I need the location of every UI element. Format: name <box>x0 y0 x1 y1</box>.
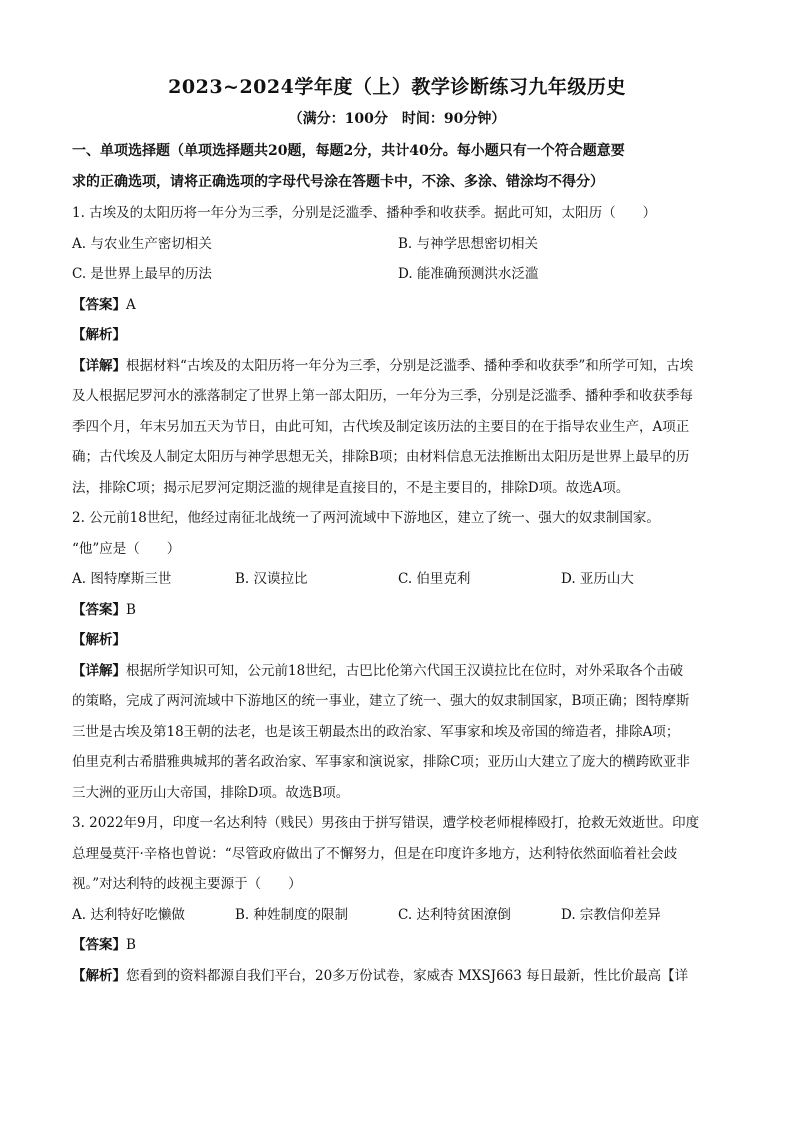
option-a: A. 达利特好吃懒做 <box>72 906 185 923</box>
option-d: D. 能准确预测洪水泛滥 <box>398 266 539 282</box>
option-c: C. 伯里克利 <box>398 571 471 587</box>
exam-content <box>72 136 724 991</box>
answer-tag: 【答案】 <box>72 937 126 953</box>
detail-line <box>72 656 724 687</box>
question-1 <box>72 198 724 503</box>
answer-value: B <box>126 937 136 953</box>
question-stem: 1. 古埃及的太阳历将一年分为三季，分别是泛滥季、播种季和收获季。据此可知，太阳历（ ） <box>72 205 657 221</box>
answer-line <box>72 595 724 626</box>
option-d: D. 亚历山大 <box>561 571 634 587</box>
section-heading-line-2: 求的正确选项，请将正确选项的字母代号涂在答题卡中，不涂、多涂、错涂均不得分） <box>72 174 604 190</box>
options-row <box>72 259 724 290</box>
detail-text: 根据所学知识可知，公元前18世纪，古巴比伦第六代国王汉谟拉比在位时，对外采取各个击破 <box>126 662 684 679</box>
detail-text: 三大洲的亚历山大帝国，排除D项。故选B项。 <box>72 784 350 801</box>
exam-info: （满分：100分 时间：90分钟） <box>288 111 506 127</box>
answer-tag: 【答案】 <box>72 296 126 313</box>
question-stem: 视。”对达利特的歧视主要源于（ ） <box>72 876 302 892</box>
detail-tag: 【详解】 <box>72 662 126 679</box>
option-b: B. 汉谟拉比 <box>235 571 308 587</box>
detail-text: 的策略，完成了两河流域中下游地区的统一事业，建立了统一、强大的奴隶制国家，B项正确；图特摩斯 <box>72 693 690 709</box>
analysis-tag: 【解析】 <box>72 327 126 343</box>
detail-tag: 【详解】 <box>72 357 126 374</box>
answer-value: B <box>126 601 136 618</box>
options-row <box>72 229 724 260</box>
option-c: C. 是世界上最早的历法 <box>72 266 212 282</box>
answer-tag: 【答案】 <box>72 601 126 618</box>
detail-text: 伯里克利古希腊雅典城邦的著名政治家、军事家和演说家，排除C项；亚历山大建立了庞大的横跨欧亚非 <box>72 754 690 770</box>
option-c: C. 达利特贫困潦倒 <box>398 906 511 923</box>
options-row <box>72 564 724 595</box>
analysis-line <box>72 961 724 992</box>
option-b: B. 与神学思想密切相关 <box>398 235 539 252</box>
detail-text: 确；古代埃及人制定太阳历与神学思想无关，排除B项；由材料信息无法推断出太阳历是世界上最早的历 <box>72 449 690 465</box>
option-b: B. 种姓制度的限制 <box>235 906 349 923</box>
detail-text: 根据材料“古埃及的太阳历将一年分为三季，分别是泛滥季、播种季和收获季”和所学可知，古埃 <box>126 357 694 374</box>
question-3 <box>72 808 724 991</box>
question-stem: 2. 公元前18世纪，他经过南征北战统一了两河流域中下游地区，建立了统一、强大的奴隶制国家。 <box>72 510 660 526</box>
page-title: 2023~2024学年度（上）教学诊断练习九年级历史 <box>168 76 626 98</box>
analysis-text: 您看到的资料都源自我们平台，20多万份试卷，家威杏 MXSJ663 每日最新，性比价最高【详 <box>126 967 689 984</box>
question-stem: 3. 2022年9月，印度一名达利特（贱民）男孩由于拼写错误，遭学校老师棍棒殴打，抢救无效逝世。印度 <box>72 815 700 831</box>
detail-text: 三世是古埃及第18王朝的法老，也是该王朝最杰出的政治家、军事家和埃及帝国的缔造者，排除A项； <box>72 723 680 740</box>
options-row <box>72 900 724 931</box>
answer-value: A <box>126 296 136 313</box>
option-a: A. 图特摩斯三世 <box>72 571 172 587</box>
detail-text: 季四个月，年末另加五天为节日，由此可知，古代埃及制定该历法的主要目的在于指导农业生产，A项正 <box>72 418 690 435</box>
detail-line <box>72 351 724 382</box>
question-stem: 总理曼莫汗·辛格也曾说：“尽管政府做出了不懈努力，但是在印度许多地方，达利特依然面临着社会歧 <box>72 845 678 862</box>
analysis-tag: 【解析】 <box>72 632 126 648</box>
analysis-tag: 【解析】 <box>72 967 126 984</box>
answer-line <box>72 930 724 961</box>
option-a: A. 与农业生产密切相关 <box>72 235 212 252</box>
question-stem: “他”应是（ ） <box>72 540 181 557</box>
answer-line <box>72 290 724 321</box>
detail-text: 法，排除C项；揭示尼罗河定期泛滥的规律是直接目的，不是主要目的，排除D项。故选A项。 <box>72 479 630 496</box>
detail-text: 及人根据尼罗河水的涨落制定了世界上第一部太阳历，一年分为三季，分别是泛滥季、播种季和收获季每 <box>72 388 693 404</box>
section-heading-line-1: 一、单项选择题（单项选择题共20题，每题2分，共计40分。每小题只有一个符合题意要 <box>72 143 625 159</box>
question-2 <box>72 503 724 808</box>
option-d: D. 宗教信仰差异 <box>561 906 661 923</box>
